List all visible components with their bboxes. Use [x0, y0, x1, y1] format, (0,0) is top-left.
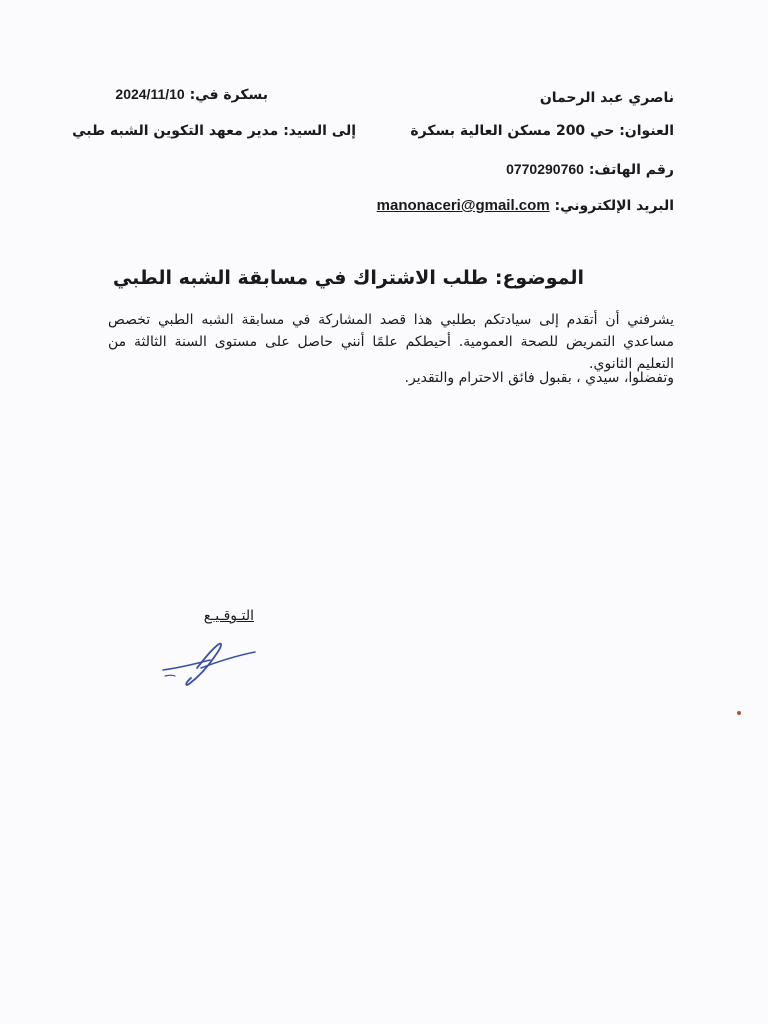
recipient: إلى السيد: مدير معهد التكوين الشبه طبي — [72, 123, 356, 139]
signature-label: التـوقـيـع — [203, 608, 254, 624]
handwritten-signature — [155, 638, 265, 693]
email-label: البريد الإلكتروني: — [554, 198, 674, 214]
sender-email — [377, 196, 674, 216]
letter-closing: وتفضلوا، سيدي ، بقبول فائق الاحترام والتقدير. — [404, 370, 674, 386]
phone-value: 0770290760 — [506, 161, 584, 177]
address-value: حي 200 مسكن العالية بسكرة — [410, 123, 615, 139]
letter-body: يشرفني أن أتقدم إلى سيادتكم بطلبي هذا قصد المشاركة في مسابقة الشبه الطبي تخصص مساعدي التمريض للصحة العمومية. أحيطكم علمًا أنني حاصل على مستوى السنة الثالثة من التعليم الثانوي. — [108, 312, 674, 372]
address-label: العنوان: — [619, 123, 674, 139]
place-prefix: بسكرة في: — [189, 87, 268, 103]
sender-name: ناصري عبد الرحمان — [539, 90, 674, 106]
sender-phone — [506, 159, 674, 180]
email-value: manonaceri@gmail.com — [376, 197, 550, 214]
phone-label: رقم الهاتف: — [588, 162, 674, 178]
place-date — [115, 84, 268, 105]
paper-speck — [737, 711, 741, 715]
letter-date: 2024/11/10 — [115, 86, 185, 102]
letter-subject: الموضوع: طلب الاشتراك في مسابقة الشبه الطبي — [112, 267, 584, 289]
sender-address — [410, 121, 674, 141]
